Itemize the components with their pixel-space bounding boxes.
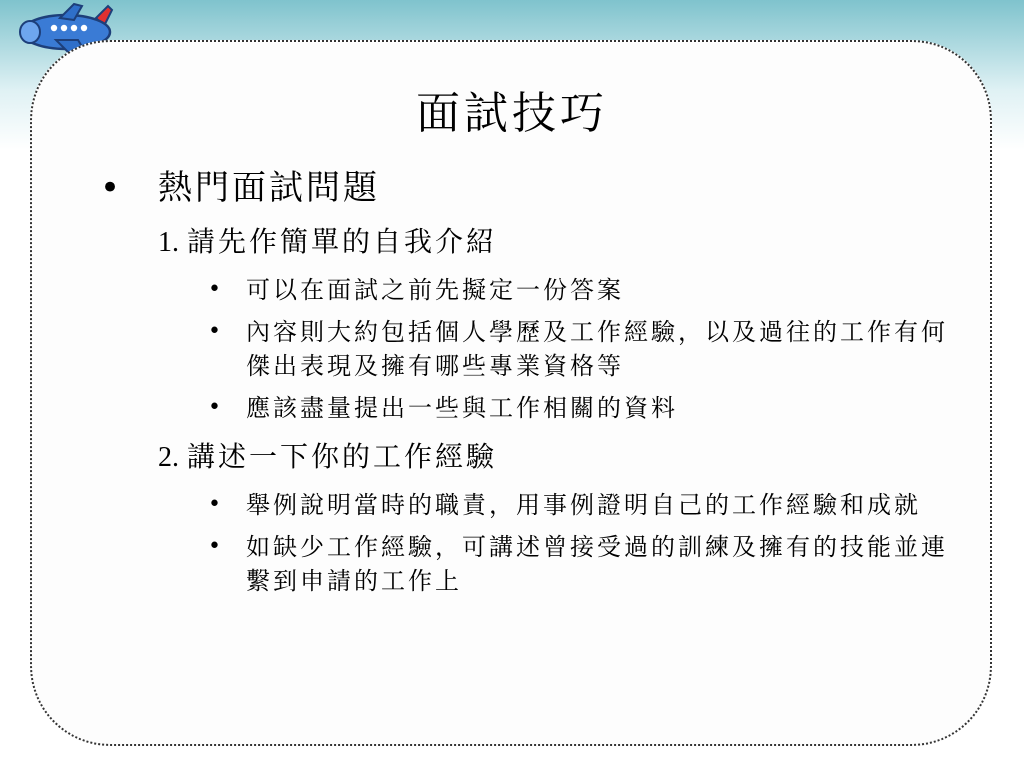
list-item xyxy=(100,530,966,598)
section-number: 1. xyxy=(158,227,179,258)
bullet-icon: • xyxy=(208,492,224,517)
slide-title: 面試技巧 xyxy=(416,88,608,139)
heading-item xyxy=(100,160,970,216)
list-item-text: 舉例說明當時的職責，用事例證明自己的工作經驗和成就 xyxy=(246,491,921,519)
section-number: 2. xyxy=(158,442,179,473)
list-item-text: 內容則大約包括個人學歷及工作經驗，以及過往的工作有何傑出表現及擁有哪些專業資格等 xyxy=(246,318,948,380)
bullet-icon: • xyxy=(208,534,224,559)
list-item xyxy=(100,315,966,383)
bullet-icon: • xyxy=(100,168,124,208)
heading-text: 熱門面試問題 xyxy=(158,168,380,208)
section-2-label xyxy=(100,433,970,482)
bullet-icon: • xyxy=(208,277,224,302)
section-text: 講述一下你的工作經驗 xyxy=(187,440,498,473)
bullet-icon: • xyxy=(208,395,224,420)
bullet-icon: • xyxy=(208,319,224,344)
list-item xyxy=(100,488,966,522)
list-item-text: 應該盡量提出一些與工作相關的資料 xyxy=(246,394,678,422)
list-item xyxy=(100,273,966,307)
section-text: 請先作簡單的自我介紹 xyxy=(187,225,498,258)
section-1-label xyxy=(100,218,970,267)
list-item-text: 如缺少工作經驗，可講述曾接受過的訓練及擁有的技能並連繫到申請的工作上 xyxy=(246,533,948,595)
list-item-text: 可以在面試之前先擬定一份答案 xyxy=(246,276,624,304)
list-item xyxy=(100,391,966,425)
slide-content xyxy=(100,160,970,606)
